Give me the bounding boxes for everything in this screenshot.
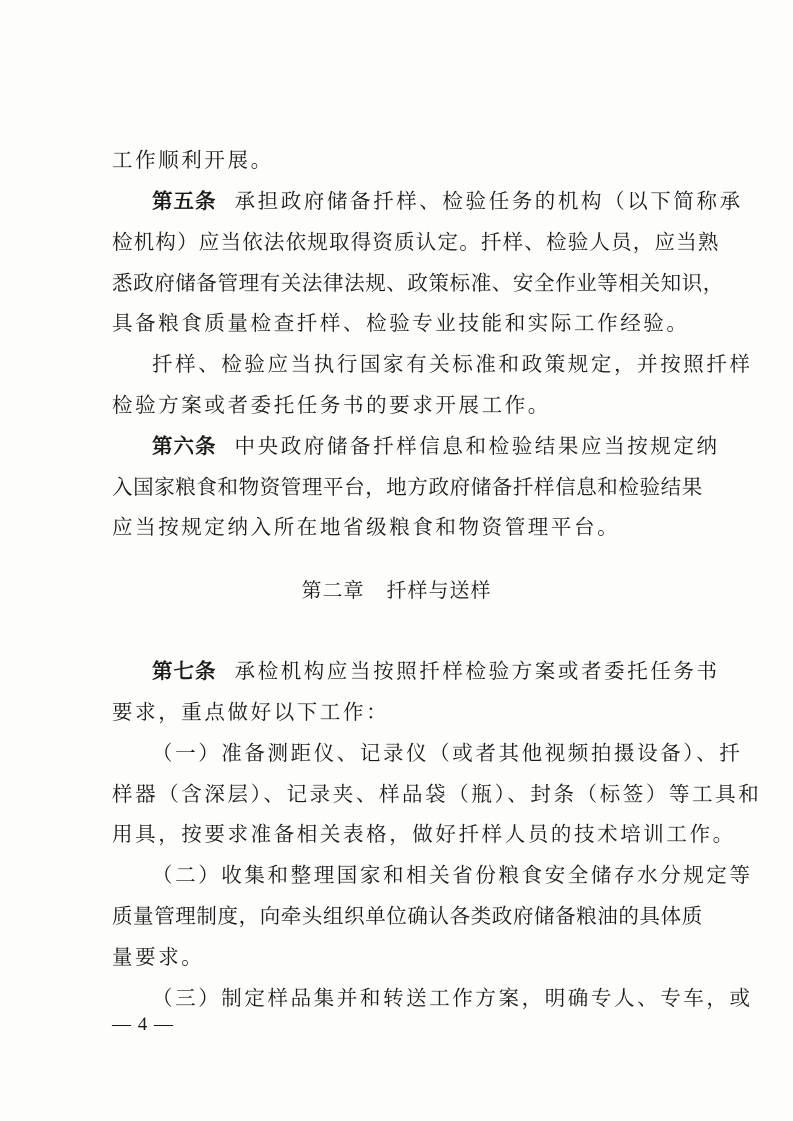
chapter-title: 扦样与送样 bbox=[386, 578, 492, 602]
text-line: 用具，按要求准备相关表格，做好扦样人员的技术培训工作。 bbox=[112, 822, 736, 846]
text-line: 检验方案或者委托任务书的要求开展工作。 bbox=[112, 393, 551, 417]
text-line: 承担政府储备扦样、检验任务的机构（以下简称承 bbox=[234, 189, 743, 213]
text-line: 工作顺利开展。 bbox=[112, 148, 274, 172]
article-label: 第七条 bbox=[152, 659, 217, 683]
text-line: （一）准备测距仪、记录仪（或者其他视频拍摄设备）、扦 bbox=[152, 741, 743, 765]
article-label: 第六条 bbox=[152, 434, 217, 458]
text-line: 中央政府储备扦样信息和检验结果应当按规定纳 bbox=[234, 434, 720, 458]
text-line: 应当按规定纳入所在地省级粮食和物资管理平台。 bbox=[112, 515, 621, 539]
text-line: 要求，重点做好以下工作： bbox=[112, 700, 390, 724]
text-line: 具备粮食质量检查扦样、检验专业技能和实际工作经验。 bbox=[112, 311, 690, 335]
text-line: 量要求。 bbox=[112, 945, 205, 969]
page-number: — 4 — bbox=[112, 1014, 174, 1035]
text-line: 悉政府储备管理有关法律法规、政策标准、安全作业等相关知识， bbox=[112, 271, 724, 295]
text-line: 承检机构应当按照扦样检验方案或者委托任务书 bbox=[234, 659, 720, 683]
article-label: 第五条 bbox=[152, 189, 217, 213]
text-line: 入国家粮食和物资管理平台，地方政府储备扦样信息和检验结果 bbox=[112, 475, 703, 499]
text-line: 检机构）应当依法依规取得资质认定。扦样、检验人员，应当熟 bbox=[112, 230, 720, 254]
chapter-heading bbox=[0, 577, 793, 603]
text-line: 质量管理制度，向牵头组织单位确认各类政府储备粮油的具体质 bbox=[112, 904, 703, 928]
paragraph-article-6 bbox=[152, 433, 720, 459]
chapter-number: 第二章 bbox=[301, 578, 365, 602]
text-line: （三）制定样品集并和转送工作方案，明确专人、专车，或 bbox=[152, 986, 753, 1010]
paragraph-article-5 bbox=[152, 188, 743, 214]
text-line: 扦样、检验应当执行国家有关标准和政策规定，并按照扦样 bbox=[152, 352, 753, 376]
paragraph-article-7 bbox=[152, 658, 720, 684]
text-line: 样器（含深层）、记录夹、样品袋（瓶）、封条（标签）等工具和 bbox=[112, 782, 762, 806]
text-line: （二）收集和整理国家和相关省份粮食安全储存水分规定等 bbox=[152, 863, 753, 887]
